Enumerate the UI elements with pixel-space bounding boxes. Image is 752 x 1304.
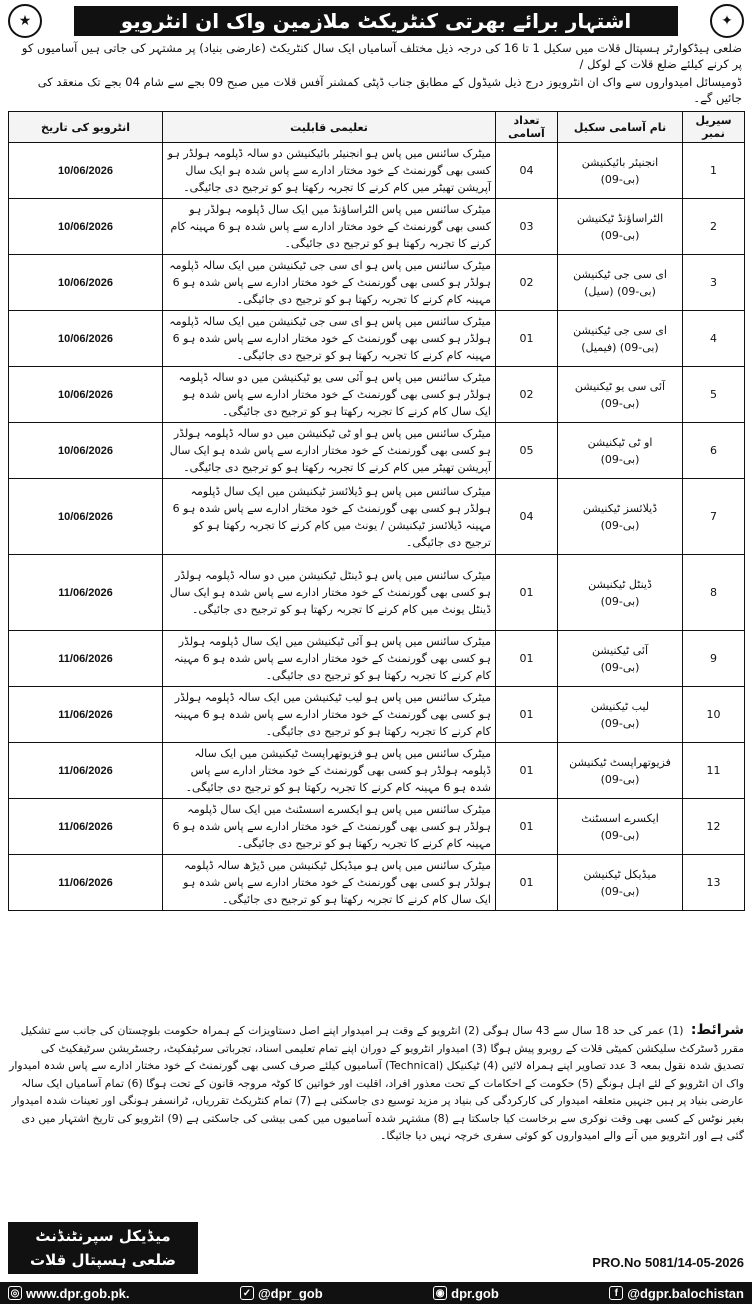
table-header-row [9,112,745,143]
serial-cell: 8 [683,555,745,631]
intro-line-2: ڈومیسائل امیدواروں سے واک ان انٹرویوز درج ذیل شیڈول کے مطابق جناب ڈپٹی کمشنر آفس قلات میں صبح 09 بجے سے شام 04 بجے تک منعقد کی جائیں گے۔ [37,75,742,105]
vacancies-table [8,111,745,911]
post-scale: (بی-09) [600,716,640,730]
serial-cell: 12 [683,799,745,855]
date-cell: 10/06/2026 [9,255,163,311]
facebook-text: @dgpr.balochistan [627,1285,744,1301]
website-text: www.dpr.gob.pk. [26,1285,130,1301]
serial-cell: 3 [683,255,745,311]
footer-facebook[interactable] [609,1286,744,1301]
date-cell: 10/06/2026 [9,367,163,423]
post-scale: (بی-09) [600,660,640,674]
pro-number: PRO.No 5081/14-05-2026 [592,1255,744,1270]
date-cell: 10/06/2026 [9,479,163,555]
header-qty: تعداد آسامی [496,112,558,143]
post-name: لیب ٹیکنیشن [590,699,650,713]
qty-cell: 04 [496,143,558,199]
header-post: نام آسامی سکیل [558,112,683,143]
intro-line-1: ضلعی ہیڈکوارٹر ہسپتال قلات میں سکیل 1 تا 16 کی درجہ ذیل مختلف آسامیاں ایک سال کنٹریکٹ (عارضی بنیاد) پر مشتہر کی جاتی ہیں آسامیوں کو پر کرنے کیلئے ضلع قلات کے لوکل / [21,41,742,71]
table-row [9,687,745,743]
page-title: اشتہار برائے بھرتی کنٹریکٹ ملازمین واک ان انٹرویو [74,6,678,36]
qualification-cell: میٹرک سائنس میں پاس ہو انجنیئر بائیکنیشن دو سالہ ڈپلومہ ہولڈر ہو کسی بھی گورنمنٹ کے خود مختار ادارے سے پاس شدہ ہو ایک سال آپریشن تھیٹر میں کام کرنے کا تجربہ رکھتا ہو کو ترجیح دی جائیگی۔ [163,143,496,199]
post-name: میڈیکل ٹیکنیشن [583,867,657,881]
post-name: آئی سی یو ٹیکنیشن [574,379,666,393]
qualification-cell: میٹرک سائنس میں پاس ہو آئی سی یو ٹیکنیشن میں دو سالہ ڈپلومہ ہولڈر ہو کسی بھی گورنمنٹ کے خود مختار ادارے سے پاس شدہ ہو ایک سال کام کرنے کا تجربہ رکھتا ہو کو ترجیح دی جائیگی۔ [163,367,496,423]
post-name: انجنیئر بائیکنیشن [581,155,659,169]
twitter-icon: ✓ [240,1286,254,1300]
post-scale: (بی-09) [600,828,640,842]
post-cell [558,423,683,479]
table-row [9,255,745,311]
date-cell: 10/06/2026 [9,143,163,199]
date-cell: 11/06/2026 [9,799,163,855]
post-name: آئی ٹیکنیشن [591,643,649,657]
date-cell: 11/06/2026 [9,743,163,799]
date-cell: 10/06/2026 [9,423,163,479]
serial-cell: 7 [683,479,745,555]
post-scale: (بی-09) [600,518,640,532]
post-name: ڈینٹل ٹیکنیشن [588,577,652,591]
balochistan-emblem-icon: ✦ [710,4,744,38]
serial-cell: 5 [683,367,745,423]
qualification-cell: میٹرک سائنس میں پاس ہو فزیوتھراپسٹ ٹیکنیشن میں ایک سالہ ڈپلومہ ہولڈر ہو کسی بھی گورنمنٹ کے خود مختار ادارے سے پاس شدہ ہو 6 مہینہ کام کرنے کا تجربہ رکھتا ہو کو ترجیح دی جائیگی۔ [163,743,496,799]
post-name: الٹراساؤنڈ ٹیکنیشن [576,211,664,225]
post-cell [558,855,683,911]
instagram-text: dpr.gob [451,1285,499,1301]
qualification-cell: میٹرک سائنس میں پاس ہو لیب ٹیکنیشن میں ایک سالہ ڈپلومہ ہولڈر ہو کسی بھی گورنمنٹ کے خود مختار ادارے سے پاس شدہ ہو 6 مہینہ کام کرنے کا تجربہ رکھتا ہو کو ترجیح دی جائیگی۔ [163,687,496,743]
post-name: او ٹی ٹیکنیشن [587,435,653,449]
header-qualification: تعلیمی قابلیت [163,112,496,143]
post-scale: (بی-09) [600,884,640,898]
serial-cell: 2 [683,199,745,255]
post-cell [558,311,683,367]
signature-block [8,1222,198,1274]
post-cell [558,367,683,423]
serial-cell: 13 [683,855,745,911]
post-cell [558,631,683,687]
date-cell: 10/06/2026 [9,199,163,255]
table-row [9,423,745,479]
qty-cell: 01 [496,555,558,631]
post-scale: (بی-09) (فیمیل) [581,340,659,354]
serial-cell: 11 [683,743,745,799]
qualification-cell: میٹرک سائنس میں پاس ہو او ٹی ٹیکنیشن میں دو سالہ ڈپلومہ ہولڈر ہو کسی بھی گورنمنٹ کے خود مختار ادارے سے پاس شدہ ہو ایک سال آپریشن تھیٹر میں کام کرنے کا تجربہ رکھتا ہو کو ترجیح دی جائیگی۔ [163,423,496,479]
qualification-cell: میٹرک سائنس میں پاس ہو میڈیکل ٹیکنیشن میں ڈیڑھ سالہ ڈپلومہ ہولڈر ہو کسی بھی گورنمنٹ کے خود مختار ادارے سے پاس شدہ ہو ایک سال کام کرنے کا تجربہ رکھتا ہو کو ترجیح دی جائیگی۔ [163,855,496,911]
intro-text [10,40,742,110]
date-cell: 11/06/2026 [9,855,163,911]
header-serial: سیریل نمبر [683,112,745,143]
qty-cell: 03 [496,199,558,255]
qualification-cell: میٹرک سائنس میں پاس ہو ای سی جی ٹیکنیشن میں ایک سالہ ڈپلومہ ہولڈر ہو کسی بھی گورنمنٹ کے خود مختار ادارے سے پاس شدہ ہو 6 مہینہ کام کرنے کا تجربہ رکھتا ہو کو ترجیح دی جائیگی۔ [163,255,496,311]
post-name: ڈیلائسز ٹیکنیشن [582,501,658,515]
globe-icon: ◎ [8,1286,22,1300]
table-row [9,479,745,555]
qty-cell: 02 [496,367,558,423]
post-cell [558,687,683,743]
post-cell [558,199,683,255]
table-row [9,199,745,255]
post-name: فزیوتھراپسٹ ٹیکنیشن [569,755,671,769]
header [6,4,746,38]
post-scale: (بی-09) [600,396,640,410]
serial-cell: 10 [683,687,745,743]
serial-cell: 9 [683,631,745,687]
table-row [9,799,745,855]
signature-line-1: میڈیکل سپرنٹنڈنٹ [35,1227,171,1245]
post-cell [558,479,683,555]
qualification-cell: میٹرک سائنس میں پاس الٹراساؤنڈ میں ایک سال ڈپلومہ ہولڈر ہو کسی بھی گورنمنٹ کے خود مختار ادارے سے پاس شدہ ہو 6 مہینہ کام کرنے کا تجربہ رکھتا ہو کو ترجیح دی جائیگی۔ [163,199,496,255]
post-scale: (بی-09) [600,772,640,786]
table-row [9,631,745,687]
qty-cell: 01 [496,855,558,911]
serial-cell: 1 [683,143,745,199]
post-scale: (بی-09) [600,452,640,466]
qty-cell: 01 [496,687,558,743]
instagram-icon: ◉ [433,1286,447,1300]
qty-cell: 01 [496,311,558,367]
post-scale: (بی-09) [600,172,640,186]
qualification-cell: میٹرک سائنس میں پاس ہو آئی ٹیکنیشن میں ایک سال ڈپلومہ ہولڈر ہو کسی بھی گورنمنٹ کے خود مختار ادارے سے پاس شدہ ہو 6 مہینہ کام کرنے کا تجربہ رکھتا ہو کو ترجیح دی جائیگی۔ [163,631,496,687]
post-cell [558,743,683,799]
footer-website[interactable] [8,1286,130,1301]
post-name: ای سی جی ٹیکنیشن [573,267,667,281]
qualification-cell: میٹرک سائنس میں پاس ہو ڈیلائسز ٹیکنیشن میں ایک سال ڈپلومہ ہولڈر ہو کسی بھی گورنمنٹ کے خود مختار ادارے سے پاس شدہ ہو 6 مہینہ ڈیلائسز ٹیکنیشن / یونٹ میں کام کرنے کا تجربہ رکھتا ہو کو ترجیح دی جائیگی۔ [163,479,496,555]
govt-emblem-icon: ★ [8,4,42,38]
post-cell [558,799,683,855]
terms-label: شرائط: [690,1022,744,1038]
post-scale: (بی-09) [600,594,640,608]
date-cell: 10/06/2026 [9,311,163,367]
date-cell: 11/06/2026 [9,631,163,687]
qty-cell: 01 [496,631,558,687]
signature-line-2: ضلعی ہسپتال قلات [30,1251,176,1269]
table-row [9,555,745,631]
qty-cell: 01 [496,743,558,799]
serial-cell: 6 [683,423,745,479]
qty-cell: 01 [496,799,558,855]
footer-twitter[interactable] [240,1286,323,1301]
post-cell [558,143,683,199]
qualification-cell: میٹرک سائنس میں پاس ہو ڈینٹل ٹیکنیشن میں دو سالہ ڈپلومہ ہولڈر ہو کسی بھی گورنمنٹ کے خود مختار ادارے سے پاس شدہ ہو ایک سال ڈینٹل یونٹ میں کام کرنے کا تجربہ رکھتا ہو کو ترجیح دی جائیگی۔ [163,555,496,631]
qualification-cell: میٹرک سائنس میں پاس ہو ایکسرے اسسٹنٹ میں ایک سال ڈپلومہ ہولڈر ہو کسی بھی گورنمنٹ کے خود مختار ادارے سے پاس شدہ ہو 6 مہینہ کام کرنے کا تجربہ رکھتا ہو کو ترجیح دی جائیگی۔ [163,799,496,855]
post-scale: (بی-09) (سیل) [584,284,656,298]
post-scale: (بی-09) [600,228,640,242]
terms-text: (1) عمر کی حد 18 سال سے 43 سال ہوگی (2) انٹرویو کے وقت ہر امیدوار اپنے اصل دستاویزات کے ہمراہ حکومت بلوچستان کی جانب سے تشکیل مقرر ڈسٹرکٹ سلیکشن کمیٹی قلات کے روبرو پیش ہوگا (3) امیدوار انٹرویو کے دوران اپنے تمام تعلیمی اسناد، تجرباتی سرٹیفکیٹ، رجسٹریشن سرٹیفکیٹ کی تصدیق شدہ نقول بمعہ 3 عدد تصاویر اپنے ہمراہ لائیں (4) ٹیکنیکل (Technical) آسامیوں کیلئے صرف کسی بھی گورنمنٹ کے خود مختار ادارے سے پاس شدہ امیدوار واک ان انٹرویو کے لئے اہل ہونگے (5) حکومت کے احکامات کے تحت معذور افراد، اقلیت اور خواتین کا کوٹہ مروجہ قانون کے تحت ہوگا (6) تمام آسامیاں ایک سالہ عارضی بنیاد پر ہیں جنہیں متعلقہ امیدوار کی کارکردگی کی بنیاد پر مزید توسیع دی جاسکتی ہے (7) تمام کنٹریکٹ تقرریاں، ٹرانسفر ہونگی اور تعینات شدہ امیدوار بغیر نوٹس کے کسی بھی وقت نوکری سے برخاست کیا جاسکتا ہے (8) مشتہر شدہ آسامیوں میں کمی بیشی کی جاسکتی ہے (9) انٹرویو کی تاریخ اشتہار میں دی گئی ہے اور انٹرویو میں آنے والے امیدواروں کو کوئی سفری خرچہ نہیں دیا جائیگا۔ [9,1024,744,1142]
footer-bar [0,1282,752,1304]
table-row [9,855,745,911]
post-name: ای سی جی ٹیکنیشن [573,323,667,337]
facebook-icon: f [609,1286,623,1300]
post-cell [558,555,683,631]
post-cell [558,255,683,311]
serial-cell: 4 [683,311,745,367]
table-row [9,143,745,199]
qualification-cell: میٹرک سائنس میں پاس ہو ای سی جی ٹیکنیشن میں ایک سالہ ڈپلومہ ہولڈر ہو کسی بھی گورنمنٹ کے خود مختار ادارے سے پاس شدہ ہو 6 مہینہ کام کرنے کا تجربہ رکھتا ہو کو ترجیح دی جائیگی۔ [163,311,496,367]
table-row [9,311,745,367]
header-date: انٹرویو کی تاریخ [9,112,163,143]
qty-cell: 02 [496,255,558,311]
post-name: ایکسرے اسسٹنٹ [581,811,659,825]
footer-instagram[interactable] [433,1286,499,1301]
date-cell: 11/06/2026 [9,555,163,631]
table-row [9,367,745,423]
qty-cell: 04 [496,479,558,555]
table-row [9,743,745,799]
date-cell: 11/06/2026 [9,687,163,743]
terms-section [8,1022,744,1145]
twitter-text: @dpr_gob [258,1285,323,1301]
qty-cell: 05 [496,423,558,479]
